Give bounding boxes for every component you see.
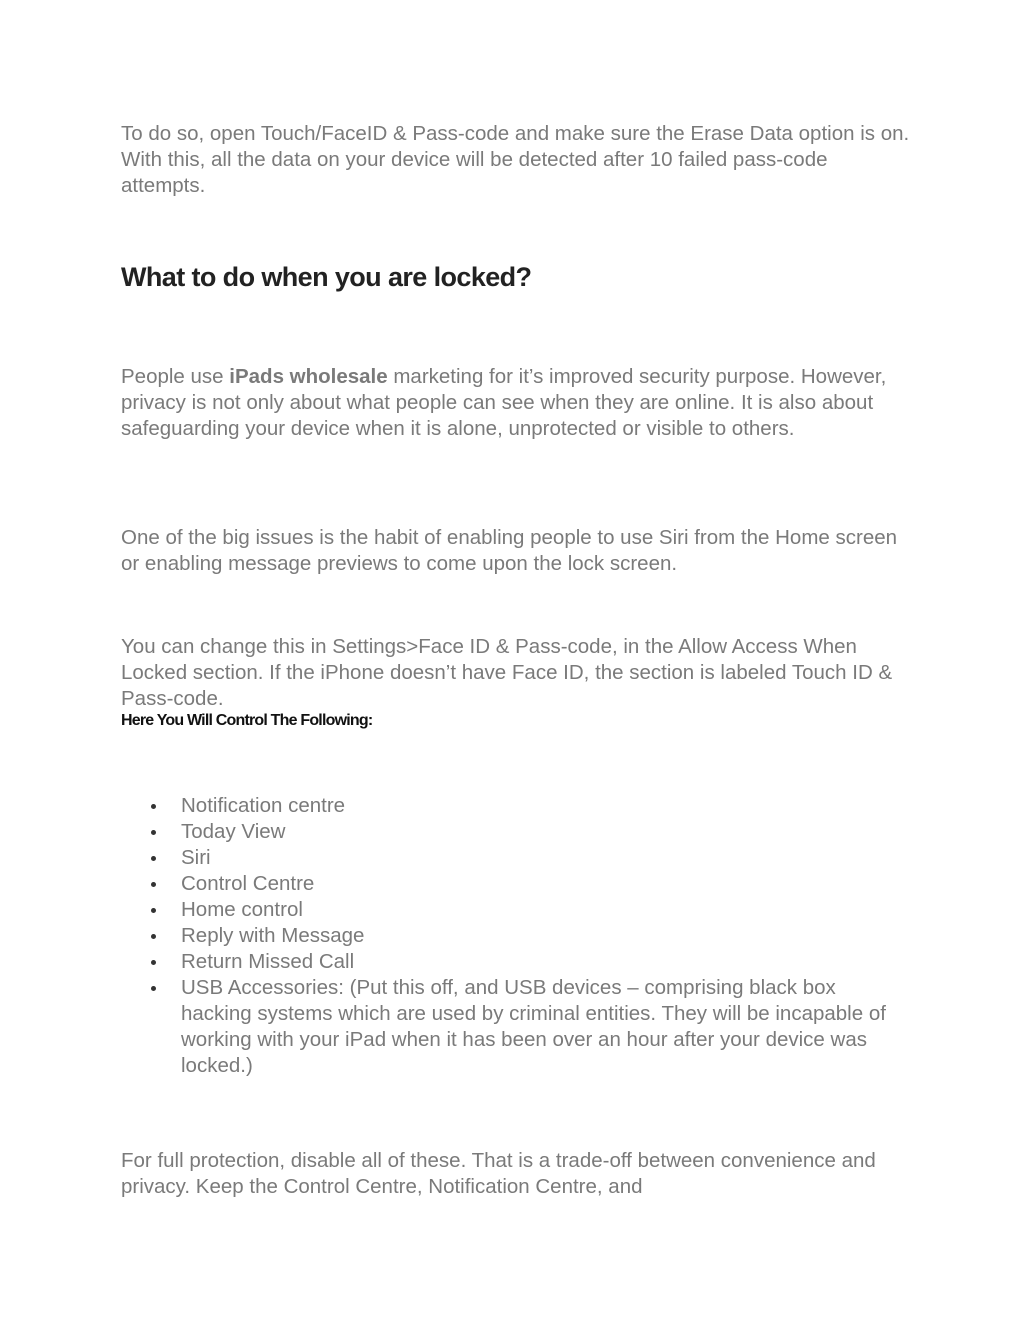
list-item-text: Reply with Message	[181, 924, 365, 947]
list-item-text: Home control	[181, 898, 303, 921]
bullet-icon	[151, 934, 156, 939]
bullet-icon	[151, 830, 156, 835]
ipads-wholesale-bold: iPads wholesale	[229, 365, 388, 388]
ipads-paragraph	[121, 364, 911, 442]
bullet-icon	[151, 986, 156, 991]
control-list	[121, 793, 911, 1079]
list-item-text: USB Accessories: (Put this off, and USB devices – comprising black box hacking systems which are used by criminal entities. They will be incapable of working with your iPad when it has been over an hour after your device was locked.)	[181, 976, 886, 1077]
list-item-text: Notification centre	[181, 794, 346, 817]
list-item	[121, 897, 911, 923]
intro-paragraph: To do so, open Touch/FaceID & Pass-code and make sure the Erase Data option is on. With this, all the data on your device will be detected after 10 failed pass-code attempts.	[121, 122, 910, 197]
list-item-text: Today View	[181, 820, 286, 843]
list-item	[121, 793, 911, 819]
list-item	[121, 871, 911, 897]
bullet-icon	[151, 960, 156, 965]
protection-paragraph: For full protection, disable all of these. That is a trade-off between convenience and privacy. Keep the Control Centre, Notification Centre, and	[121, 1149, 876, 1198]
list-item	[121, 975, 911, 1079]
siri-paragraph: One of the big issues is the habit of enabling people to use Siri from the Home screen or enabling message previews to come upon the lock screen.	[121, 526, 898, 575]
list-item	[121, 949, 911, 975]
bullet-icon	[151, 856, 156, 861]
ipads-paragraph-prefix: People use	[121, 365, 230, 388]
control-list-heading: Here You Will Control The Following:	[121, 712, 373, 729]
section-heading: What to do when you are locked?	[121, 262, 532, 292]
bullet-icon	[151, 908, 156, 913]
list-item-text: Control Centre	[181, 872, 315, 895]
bullet-icon	[151, 882, 156, 887]
list-item	[121, 845, 911, 871]
settings-paragraph: You can change this in Settings>Face ID & Pass-code, in the Allow Access When Locked section. If the iPhone doesn’t have Face ID, the section is labeled Touch ID & Pass-code.	[121, 635, 893, 710]
ipads-paragraph-suffix: marketing for it’s improved security purpose. However, privacy is not only about what people can see when they are online. It is also about safeguarding your device when it is alone, unprotected or visible to others.	[121, 365, 887, 440]
list-item	[121, 923, 911, 949]
list-item	[121, 819, 911, 845]
bullet-icon	[151, 804, 156, 809]
list-item-text: Siri	[181, 846, 211, 869]
list-item-text: Return Missed Call	[181, 950, 355, 973]
